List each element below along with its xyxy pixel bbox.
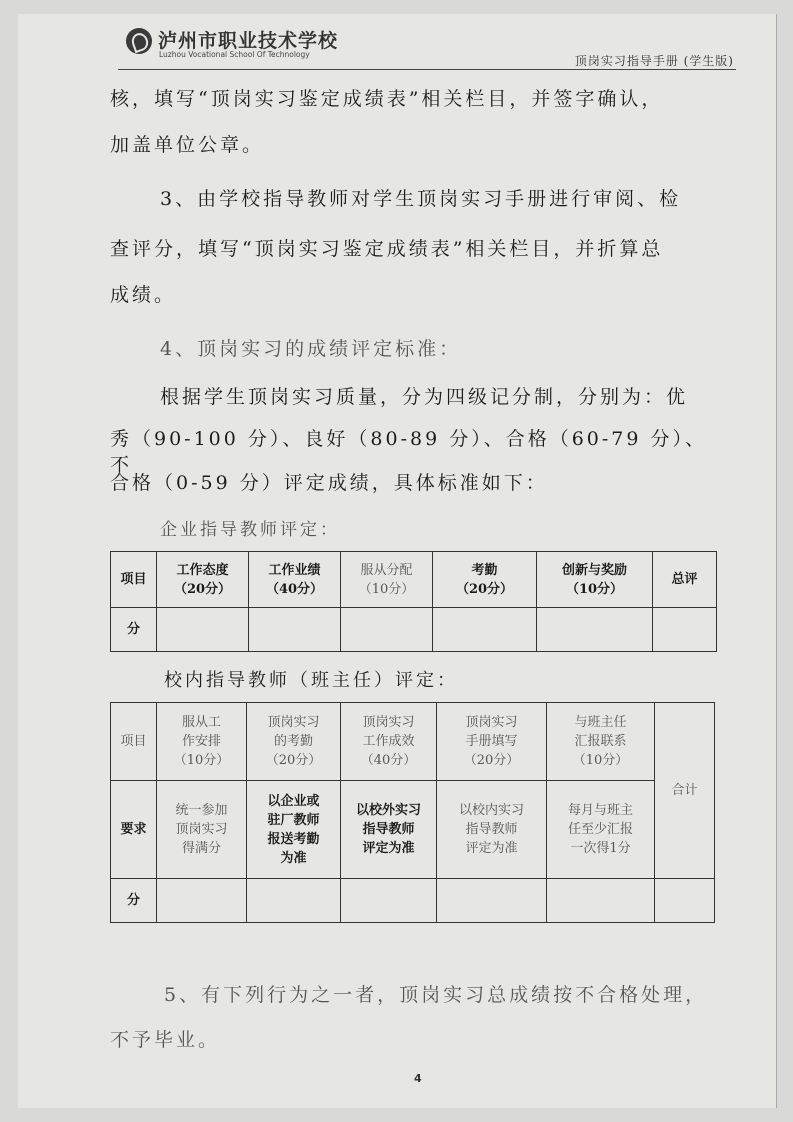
requirement-line: 以校外实习 [355,803,421,818]
requirement-line: 以企业或 [267,793,320,809]
criterion-points: （10分） [572,753,629,768]
criterion-points: （40分） [360,753,417,768]
paragraph-line: 4、顶岗实习的成绩评定标准： [160,338,462,360]
enterprise-evaluation-table [110,551,717,652]
page-number: 4 [414,1072,422,1085]
criterion-cell [437,703,547,781]
row-label-item: 项目 [111,703,157,781]
criterion-points: （20分） [463,753,520,768]
requirement-line: 评定为准 [362,841,415,856]
paragraph-line: 加盖单位公章。 [110,134,265,156]
score-cell[interactable] [655,879,715,923]
criterion-line: 汇报联系 [574,734,627,749]
table-row [111,552,717,608]
criterion-name: 服从分配 [360,562,413,578]
section-heading: 企业指导教师评定： [160,520,340,540]
paragraph-line: 合格（0-59 分）评定成绩，具体标准如下： [110,472,548,494]
requirement-line: 任至少汇报 [567,822,633,837]
paragraph-line: 秀（90-100 分）、良好（80-89 分）、合格（60-79 分）、不 [110,428,708,476]
requirement-cell [157,781,247,879]
requirement-line: 报送考勤 [267,831,320,847]
criterion-name: 工作态度 [176,562,229,578]
school-name-cn: 泸州市职业技术学校 [158,30,339,52]
criterion-points: （10分） [565,581,624,597]
requirement-cell [341,781,437,879]
paragraph-line: 根据学生顶岗实习质量，分为四级记分制，分别为：优 [160,386,689,408]
requirement-line: 每月与班主 [567,803,633,818]
criterion-cell [157,552,249,608]
score-cell[interactable] [247,879,341,923]
requirement-line: 以校内实习 [458,803,524,818]
row-label-score: 分 [111,879,157,923]
manual-title: 顶岗实习指导手册 (学生版) [574,54,734,68]
score-cell[interactable] [157,608,249,652]
school-evaluation-table [110,702,715,923]
criterion-line: 服从工 [181,715,221,730]
criterion-cell [433,552,537,608]
criterion-cell [341,703,437,781]
total-label: 合计 [655,703,715,879]
score-cell[interactable] [249,608,341,652]
requirement-line: 一次得1分 [570,841,631,856]
paragraph-line: 查评分，填写“顶岗实习鉴定成绩表”相关栏目，并折算总 [110,238,664,260]
total-label: 总评 [653,552,717,608]
requirement-line: 指导教师 [465,822,518,837]
paragraph-line: 不予毕业。 [110,1029,221,1051]
criterion-line: 作安排 [181,734,221,749]
score-cell[interactable] [653,608,717,652]
criterion-name: 工作业绩 [268,562,321,578]
requirement-line: 指导教师 [362,822,415,837]
header-divider [118,69,736,70]
criterion-points: （20分） [455,581,514,597]
requirement-cell [547,781,655,879]
requirement-cell [247,781,341,879]
score-cell[interactable] [547,879,655,923]
score-cell[interactable] [341,879,437,923]
criterion-cell [247,703,341,781]
criterion-line: 顶岗实习 [465,715,518,730]
paragraph-line: 3、由学校指导教师对学生顶岗实习手册进行审阅、检 [160,188,682,210]
school-name-en: Luzhou Vocational School Of Technology [159,50,310,59]
criterion-line: 顶岗实习 [267,715,320,730]
criterion-line: 的考勤 [273,734,313,749]
requirement-cell [437,781,547,879]
criterion-name: 考勤 [471,562,498,578]
score-cell[interactable] [433,608,537,652]
score-cell[interactable] [537,608,653,652]
requirement-line: 得满分 [181,841,221,856]
section-heading: 校内指导教师（班主任）评定： [164,670,458,691]
criterion-points: （10分） [173,753,230,768]
criterion-points: （20分） [265,753,322,768]
requirement-line: 评定为准 [465,841,518,856]
row-label-score: 分 [111,608,157,652]
criterion-cell [341,552,433,608]
score-cell[interactable] [157,879,247,923]
score-cell[interactable] [437,879,547,923]
score-cell[interactable] [341,608,433,652]
criterion-points: （20分） [173,581,232,597]
criterion-line: 顶岗实习 [362,715,415,730]
criterion-name: 创新与奖励 [561,562,627,578]
criterion-line: 与班主任 [574,715,627,730]
table-row [111,608,717,652]
paragraph-line: 成绩。 [110,284,177,306]
criterion-points: （10分） [358,581,415,597]
criterion-cell [547,703,655,781]
page-header [18,14,776,74]
table-row [111,781,715,879]
requirement-line: 为准 [280,850,307,866]
document-page [18,14,777,1108]
requirement-line: 驻厂教师 [267,812,320,828]
table-row [111,703,715,781]
criterion-line: 工作成效 [362,734,415,749]
criterion-line: 手册填写 [465,734,518,749]
requirement-line: 统一参加 [175,803,228,818]
criterion-cell [537,552,653,608]
paragraph-line: 核，填写“顶岗实习鉴定成绩表”相关栏目，并签字确认， [110,88,664,110]
requirement-line: 顶岗实习 [175,822,228,837]
criterion-points: （40分） [265,581,324,597]
school-logo-icon [126,28,152,54]
criterion-cell [249,552,341,608]
row-label-item: 项目 [111,552,157,608]
criterion-cell [157,703,247,781]
paragraph-line: 5、有下列行为之一者，顶岗实习总成绩按不合格处理， [164,984,708,1006]
row-label-requirement: 要求 [111,781,157,879]
table-row [111,879,715,923]
